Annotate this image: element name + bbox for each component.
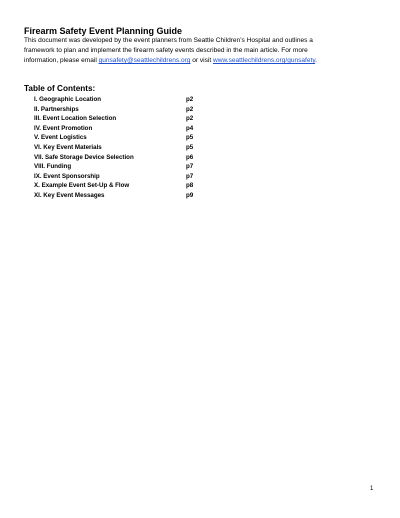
toc-entry [34,143,204,153]
toc-entry-label: III. Event Location Selection [34,115,117,123]
toc-entry [34,105,204,115]
toc-entry [34,162,204,172]
toc-entry-label: II. Partnerships [34,105,79,113]
toc-entry-label: IX. Event Sponsorship [34,172,100,180]
toc-entry [34,95,204,105]
website-link[interactable]: www.seattlechildrens.org/gunsafety [212,57,316,64]
toc-entry-label: VII. Safe Storage Device Selection [34,153,134,161]
toc-entry [34,172,204,182]
toc-entry [34,191,204,201]
toc-entry-page: p7 [186,172,194,180]
toc-entry-page: p2 [186,115,194,123]
toc-entry-page: p5 [186,134,194,142]
toc-entry-label: I. Geographic Location [34,96,102,103]
intro-line-3-prefix: information, please email [24,57,99,64]
toc-entry-page: p6 [186,153,194,161]
toc-entry-label: XI. Key Event Messages [34,191,105,199]
toc-entry-label: VIII. Funding [34,163,72,171]
toc-entry-page: p5 [186,143,194,151]
document-title: Firearm Safety Event Planning Guide [24,26,183,36]
toc-entry-label: IV. Event Promotion [34,124,93,132]
toc-entry-page: p2 [186,96,194,103]
toc-entry [34,114,204,124]
toc-entry-page: p7 [186,163,194,171]
toc-entry-page: p8 [186,182,194,190]
toc-entry [34,153,204,163]
toc-entry-label: V. Event Logistics [34,134,87,142]
toc-entry-page: p2 [186,105,194,113]
toc-entry-label: VI. Key Event Materials [34,143,102,151]
intro-line-3-suffix: . [315,57,317,64]
toc-entry [34,133,204,143]
toc-entry-page: p4 [186,124,194,132]
intro-line-1: This document was developed by the event planners from Seattle Children’s Hospital and outlines a [24,37,313,44]
toc-entry [34,124,204,134]
intro-line-2: framework to plan and implement the firearm safety events described in the main article. For more [24,47,308,54]
toc-entry-page: p9 [186,191,194,199]
intro-line-3 [24,56,374,66]
intro-line-3-middle: or visit [190,57,213,64]
email-link[interactable]: gunsafety@seattlechildrens.org [98,57,191,64]
page-number: 1 [370,486,374,492]
intro-paragraph [24,36,374,66]
toc-entry-label: X. Example Event Set-Up & Flow [34,182,130,190]
toc-heading: Table of Contents: [24,84,96,93]
toc-entry [34,181,204,191]
table-of-contents [34,95,204,201]
